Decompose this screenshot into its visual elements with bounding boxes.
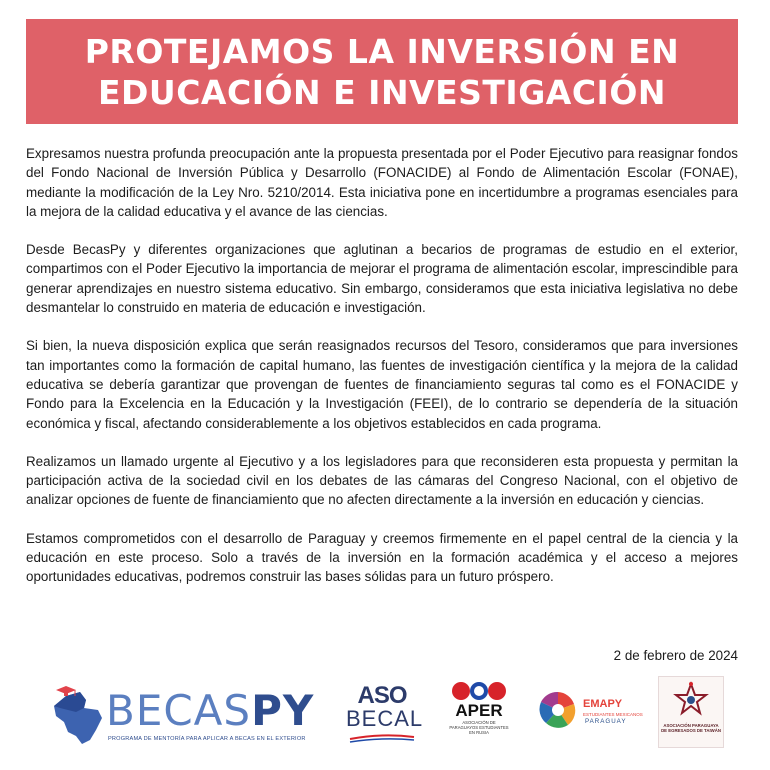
paragraph-3: Si bien, la nueva disposición explica que serán reasignados recursos del Tesoro, consideramos que para inversiones tan importantes como la formación de capital humano, las fuentes de investigación científica y la mejora de la calidad educativa se debería garantizar que provengan de fuentes de financiamiento seguras tal como es el FONACIDE y Fondo para la Excelencia en la Educación y la Investigación (FEEI), de lo contrario se dependería de la situación económica y fiscal, afectando considerablemente a los objetivos establecidos en cada programa. (26, 338, 738, 431)
paragraph-2: Desde BecasPy y diferentes organizaciones que aglutinan a becarios de programas de estudio en el exterior, compartimos con el Poder Ejecutivo la importancia de mejorar el programa de alimentación escolar, imprescindible para generar aprendizajes en nuestro sistema educativo. Sin embargo, consideramos que esta iniciativa legislativa no debe desmantelar lo construido en materia de educación e investigación. (26, 242, 738, 316)
pinwheel-icon (538, 690, 578, 730)
statement-body (26, 144, 738, 606)
logo-strip (0, 670, 770, 770)
becaspy-logo (46, 680, 315, 750)
becaspy-tagline: PROGRAMA DE MENTORÍA PARA APLICAR A BECAS EN EL EXTERIOR (108, 736, 306, 742)
emapy-logo: EMAPY ESTUDIANTES MEXICANOS PARAGUAY (538, 690, 638, 740)
paragraph-4: Realizamos un llamado urgente al Ejecutivo y a los legisladores para que reconsideren esta propuesta y permitan la participación activa de la sociedad civil en los debates de las cámaras del Congreso Nacional, con el objetivo de analizar opciones de fuente de financiamiento que no afecten directamente a la inversión en educación y ciencias. (26, 453, 738, 508)
taiwan-alumni-logo: ASOCIACIÓN PARAGUAYA DE EGRESADOS DE TAIWÁN (658, 676, 724, 748)
aper-logo: APER ASOCIACIÓN DE PARAGUAYOS ESTUDIANTES EN RUSIA (448, 680, 510, 750)
swoosh-icon (346, 733, 418, 743)
paraguay-map-icon (46, 682, 108, 748)
asobecal-logo: ASO BECAL (346, 684, 418, 746)
statement-date: 2 de febrero de 2024 (613, 648, 738, 663)
title-banner (26, 19, 738, 124)
title-line-1: PROTEJAMOS LA INVERSIÓN EN (84, 31, 680, 71)
circles-icon (448, 680, 510, 702)
title-line-2: EDUCACIÓN E INVESTIGACIÓN (97, 72, 666, 112)
paragraph-5: Estamos comprometidos con el desarrollo de Paraguay y creemos firmemente en el papel central de la ciencia y la educación en este proceso. Solo a través de la inversión en la formación académica y el acceso a mejores oportunidades educativas, podremos construir las bases sólidas para un futuro próspero. (26, 530, 738, 585)
emblem-icon (671, 681, 711, 721)
paragraph-1: Expresamos nuestra profunda preocupación ante la propuesta presentada por el Poder Ejecutivo para reasignar fondos del Fondo Nacional de Inversión Pública y Desarrollo (FONACIDE) al Fondo de Alimentación Escolar (FONAE), mediante la modificación de la Ley Nro. 5210/2014. Esta iniciativa pone en incertidumbre a programas esenciales para la mejora de la calidad educativa y el avance de las ciencias. (26, 146, 738, 219)
becaspy-wordmark: BECASPY (106, 686, 315, 735)
